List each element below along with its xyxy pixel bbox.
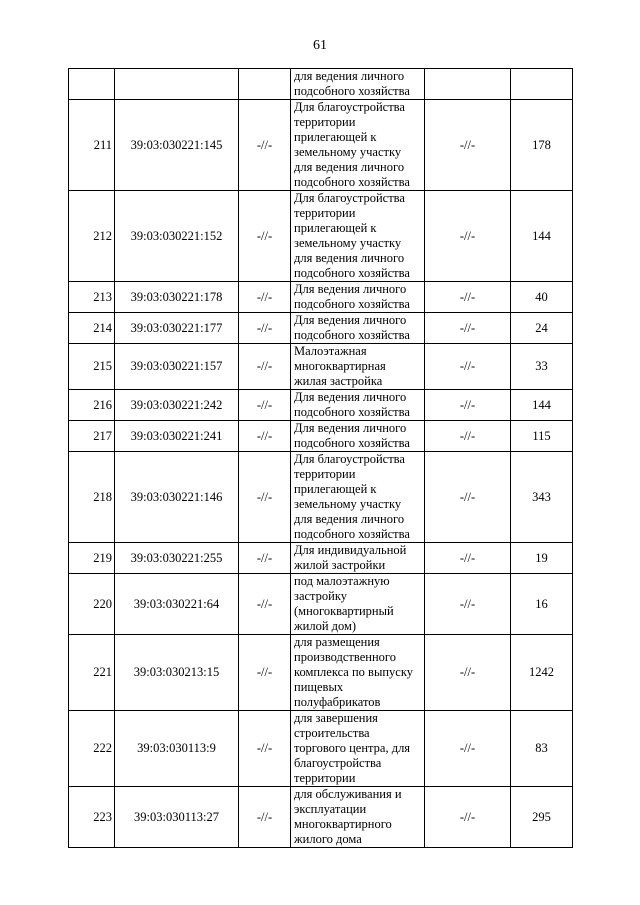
cadastral-number: 39:03:030221:152 [115, 191, 239, 282]
area-value: 24 [511, 313, 573, 344]
table-row [69, 543, 573, 574]
ditto-mark: -//- [239, 543, 291, 574]
page-number: 61 [313, 38, 327, 53]
ditto-mark: -//- [239, 313, 291, 344]
table-row [69, 344, 573, 390]
area-value: 33 [511, 344, 573, 390]
ditto-mark: -//- [425, 574, 511, 635]
table-row [69, 390, 573, 421]
cadastral-number: 39:03:030221:242 [115, 390, 239, 421]
row-number [69, 69, 115, 100]
ditto-mark: -//- [239, 191, 291, 282]
ditto-mark: -//- [425, 635, 511, 711]
ditto-mark: -//- [425, 344, 511, 390]
row-number: 214 [69, 313, 115, 344]
ditto-mark: -//- [425, 191, 511, 282]
ditto-mark: -//- [239, 344, 291, 390]
row-number: 223 [69, 787, 115, 848]
ditto-mark: -//- [239, 711, 291, 787]
table-row [69, 452, 573, 543]
row-number: 219 [69, 543, 115, 574]
ditto-mark: -//- [239, 787, 291, 848]
row-number: 212 [69, 191, 115, 282]
permitted-use: для завершения строительства торгового центра, для благоустройства территории [291, 711, 425, 787]
cadastral-number: 39:03:030221:157 [115, 344, 239, 390]
ditto-mark: -//- [425, 390, 511, 421]
row-number: 222 [69, 711, 115, 787]
table-row [69, 421, 573, 452]
permitted-use: Для ведения личного подсобного хозяйства [291, 390, 425, 421]
cadastral-number [115, 69, 239, 100]
table-row [69, 100, 573, 191]
cadastral-number: 39:03:030113:9 [115, 711, 239, 787]
row-number: 217 [69, 421, 115, 452]
ditto-mark: -//- [239, 390, 291, 421]
area-value: 40 [511, 282, 573, 313]
row-number: 213 [69, 282, 115, 313]
ditto-mark: -//- [239, 100, 291, 191]
permitted-use: под малоэтажную застройку (многоквартирный жилой дом) [291, 574, 425, 635]
ditto-mark: -//- [239, 574, 291, 635]
area-value [511, 69, 573, 100]
ditto-mark: -//- [239, 452, 291, 543]
cadastral-number: 39:03:030221:146 [115, 452, 239, 543]
table-row [69, 69, 573, 100]
cadastral-number: 39:03:030221:64 [115, 574, 239, 635]
permitted-use: Для ведения личного подсобного хозяйства [291, 421, 425, 452]
permitted-use: для ведения личного подсобного хозяйства [291, 69, 425, 100]
cadastral-number: 39:03:030213:15 [115, 635, 239, 711]
row-number: 218 [69, 452, 115, 543]
table-row [69, 787, 573, 848]
table-row [69, 313, 573, 344]
table-row [69, 191, 573, 282]
area-value: 144 [511, 390, 573, 421]
ditto-mark: -//- [425, 543, 511, 574]
ditto-mark: -//- [239, 282, 291, 313]
area-value: 16 [511, 574, 573, 635]
row-number: 221 [69, 635, 115, 711]
cadastral-number: 39:03:030221:255 [115, 543, 239, 574]
table-row [69, 635, 573, 711]
ditto-mark [239, 69, 291, 100]
permitted-use: для размещения производственного комплекса по выпуску пищевых полуфабрикатов [291, 635, 425, 711]
area-value: 115 [511, 421, 573, 452]
ditto-mark: -//- [425, 100, 511, 191]
permitted-use: Для индивидуальной жилой застройки [291, 543, 425, 574]
cadastral-number: 39:03:030221:178 [115, 282, 239, 313]
permitted-use: Для благоустройства территории прилегающей к земельному участку для ведения личного подсобного хозяйства [291, 191, 425, 282]
row-number: 215 [69, 344, 115, 390]
area-value: 343 [511, 452, 573, 543]
ditto-mark: -//- [425, 313, 511, 344]
cadastral-number: 39:03:030113:27 [115, 787, 239, 848]
row-number: 220 [69, 574, 115, 635]
area-value: 144 [511, 191, 573, 282]
area-value: 19 [511, 543, 573, 574]
permitted-use: Для ведения личного подсобного хозяйства [291, 282, 425, 313]
area-value: 178 [511, 100, 573, 191]
permitted-use: для обслуживания и эксплуатации многоквартирного жилого дома [291, 787, 425, 848]
permitted-use: Малоэтажная многоквартирная жилая застройка [291, 344, 425, 390]
cadastral-number: 39:03:030221:241 [115, 421, 239, 452]
table-row [69, 282, 573, 313]
cadastral-number: 39:03:030221:177 [115, 313, 239, 344]
row-number: 211 [69, 100, 115, 191]
table-row [69, 574, 573, 635]
ditto-mark: -//- [425, 787, 511, 848]
area-value: 295 [511, 787, 573, 848]
table-body [69, 69, 573, 848]
area-value: 1242 [511, 635, 573, 711]
ditto-mark: -//- [425, 711, 511, 787]
ditto-mark: -//- [239, 421, 291, 452]
table-row [69, 711, 573, 787]
ditto-mark: -//- [425, 452, 511, 543]
land-plots-table [68, 68, 573, 848]
ditto-mark: -//- [425, 421, 511, 452]
permitted-use: Для ведения личного подсобного хозяйства [291, 313, 425, 344]
cadastral-number: 39:03:030221:145 [115, 100, 239, 191]
area-value: 83 [511, 711, 573, 787]
ditto-mark [425, 69, 511, 100]
ditto-mark: -//- [239, 635, 291, 711]
ditto-mark: -//- [425, 282, 511, 313]
permitted-use: Для благоустройства территории прилегающей к земельному участку для ведения личного подсобного хозяйства [291, 100, 425, 191]
row-number: 216 [69, 390, 115, 421]
permitted-use: Для благоустройства территории прилегающей к земельному участку для ведения личного подсобного хозяйства [291, 452, 425, 543]
